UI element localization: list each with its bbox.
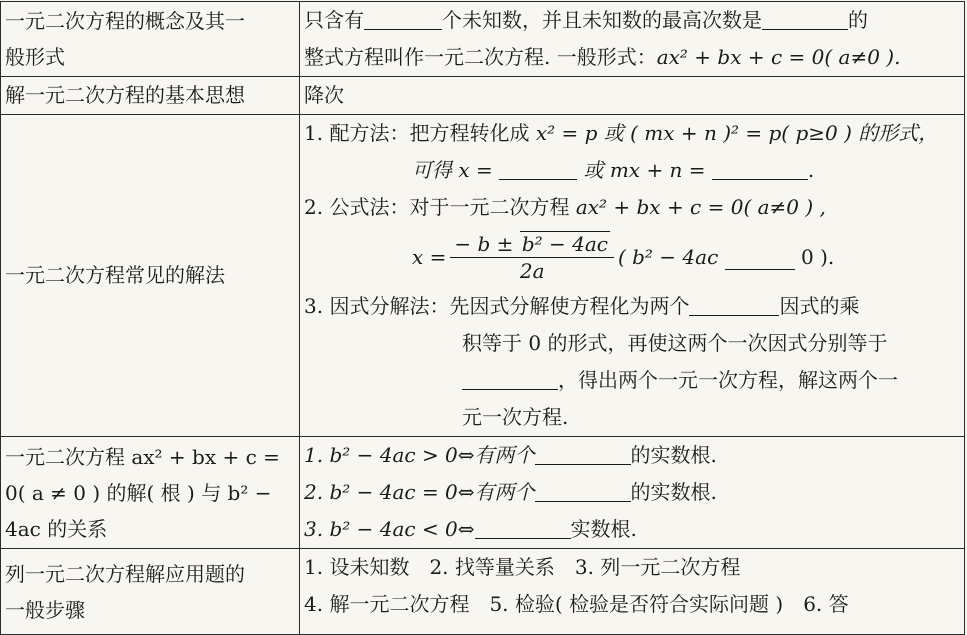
row-methods <box>1 115 965 437</box>
content-methods <box>300 115 965 437</box>
formula-fraction <box>450 231 614 284</box>
completing-square-form: x² = p 或 ( mx + n )² = p( p≥0 ) 的形式， <box>535 121 939 145</box>
label-discriminant-line2: 0( a ≠ 0 ) 的解( 根 ) 与 b² − <box>5 480 272 505</box>
text: 0 ). <box>801 244 835 269</box>
text: 3. 因式分解法：先因式分解使方程化为两个 <box>304 294 690 318</box>
row-word-problem <box>1 549 965 635</box>
steps-line2: 4. 解一元二次方程 5. 检验( 检验是否符合实际问题 ) 6. 答 <box>304 592 849 616</box>
knowledge-table <box>0 1 965 635</box>
method3-line2: 积等于 0 的形式，再使这两个一次因式分别等于 <box>462 331 888 355</box>
label-discriminant <box>1 437 300 549</box>
text: 个未知数，并且未知数的最高次数是 <box>442 8 762 32</box>
label-concept-line1: 一元二次方程的概念及其一 <box>5 9 245 33</box>
text: 整式方程叫作一元二次方程. 一般形式： <box>304 45 657 69</box>
text: ax² + bx + c = 0( a≠0 ) , <box>575 195 826 219</box>
row-concept <box>1 2 965 77</box>
text: 因式的乘 <box>779 294 860 318</box>
label-concept-line2: 般形式 <box>5 45 65 69</box>
row-discriminant <box>1 437 965 549</box>
label-word-problem-line1: 列一元二次方程解应用题的 <box>5 561 245 586</box>
label-concept <box>1 2 300 77</box>
method3-line3 <box>304 362 960 399</box>
text: 或 mx + n = <box>583 158 706 182</box>
text: x = <box>412 244 447 269</box>
method1-line1 <box>304 115 960 152</box>
general-form-equation: ax² + bx + c = 0( a≠0 ). <box>656 45 901 69</box>
text: 3. b² − 4ac < 0⇔ <box>304 517 475 541</box>
blank-factor-type <box>689 291 779 316</box>
label-word-problem <box>1 549 300 635</box>
blank-x-solution <box>499 155 577 180</box>
text: 1. b² − 4ac > 0⇔有两个 <box>304 443 535 467</box>
content-word-problem <box>300 549 965 635</box>
blank-factor-equal <box>462 365 558 390</box>
blank-positive-case <box>535 440 631 465</box>
blank-mx-n-solution <box>712 155 808 180</box>
text: 的实数根. <box>630 443 717 467</box>
text: 只含有 <box>304 8 364 32</box>
steps-line1: 1. 设未知数 2. 找等量关系 3. 列一元二次方程 <box>304 555 741 579</box>
blank-highest-degree <box>762 5 848 30</box>
text: 的 <box>848 8 868 32</box>
case-zero <box>304 474 960 511</box>
content-discriminant <box>300 437 965 549</box>
text: ，得出两个一元一次方程，解这两个一 <box>558 368 898 392</box>
label-discriminant-line3: 4ac 的关系 <box>5 516 108 541</box>
method3-line4: 元一次方程. <box>462 405 569 429</box>
method2-line1 <box>304 189 960 226</box>
label-methods: 一元二次方程常见的解法 <box>1 115 300 437</box>
blank-discriminant-sign <box>725 245 795 270</box>
formula-numerator <box>450 231 614 258</box>
text: 2. b² − 4ac = 0⇔有两个 <box>304 480 535 504</box>
text: b² − 4ac <box>521 231 608 256</box>
concept-line1 <box>304 2 960 39</box>
text: 实数根. <box>570 517 637 541</box>
text: 可得 x = <box>412 158 493 182</box>
blank-unknown-count <box>364 5 442 30</box>
sqrt-radicand <box>520 231 610 256</box>
method1-line2 <box>304 152 960 189</box>
formula-denominator <box>520 258 545 284</box>
label-word-problem-line2: 一般步骤 <box>5 597 85 622</box>
text: . <box>807 158 815 182</box>
text: − b ± <box>454 231 514 256</box>
text: 的实数根. <box>630 480 717 504</box>
case-positive <box>304 437 960 474</box>
label-basic-idea: 解一元二次方程的基本思想 <box>1 77 300 115</box>
text: 2a <box>519 258 545 283</box>
text: 1. 配方法：把方程转化成 <box>304 121 530 145</box>
blank-zero-case <box>535 477 631 502</box>
method3-line1 <box>304 288 960 325</box>
case-negative <box>304 511 960 548</box>
content-basic-idea: 降次 <box>300 77 965 115</box>
concept-line2 <box>304 39 960 76</box>
text: ( b² − 4ac <box>617 244 719 269</box>
label-discriminant-line1: 一元二次方程 ax² + bx + c = <box>5 444 280 469</box>
quadratic-formula <box>304 226 960 288</box>
row-basic-idea <box>1 77 965 115</box>
blank-negative-case <box>475 514 571 539</box>
content-concept <box>300 2 965 77</box>
text: 2. 公式法：对于一元二次方程 <box>304 195 570 219</box>
